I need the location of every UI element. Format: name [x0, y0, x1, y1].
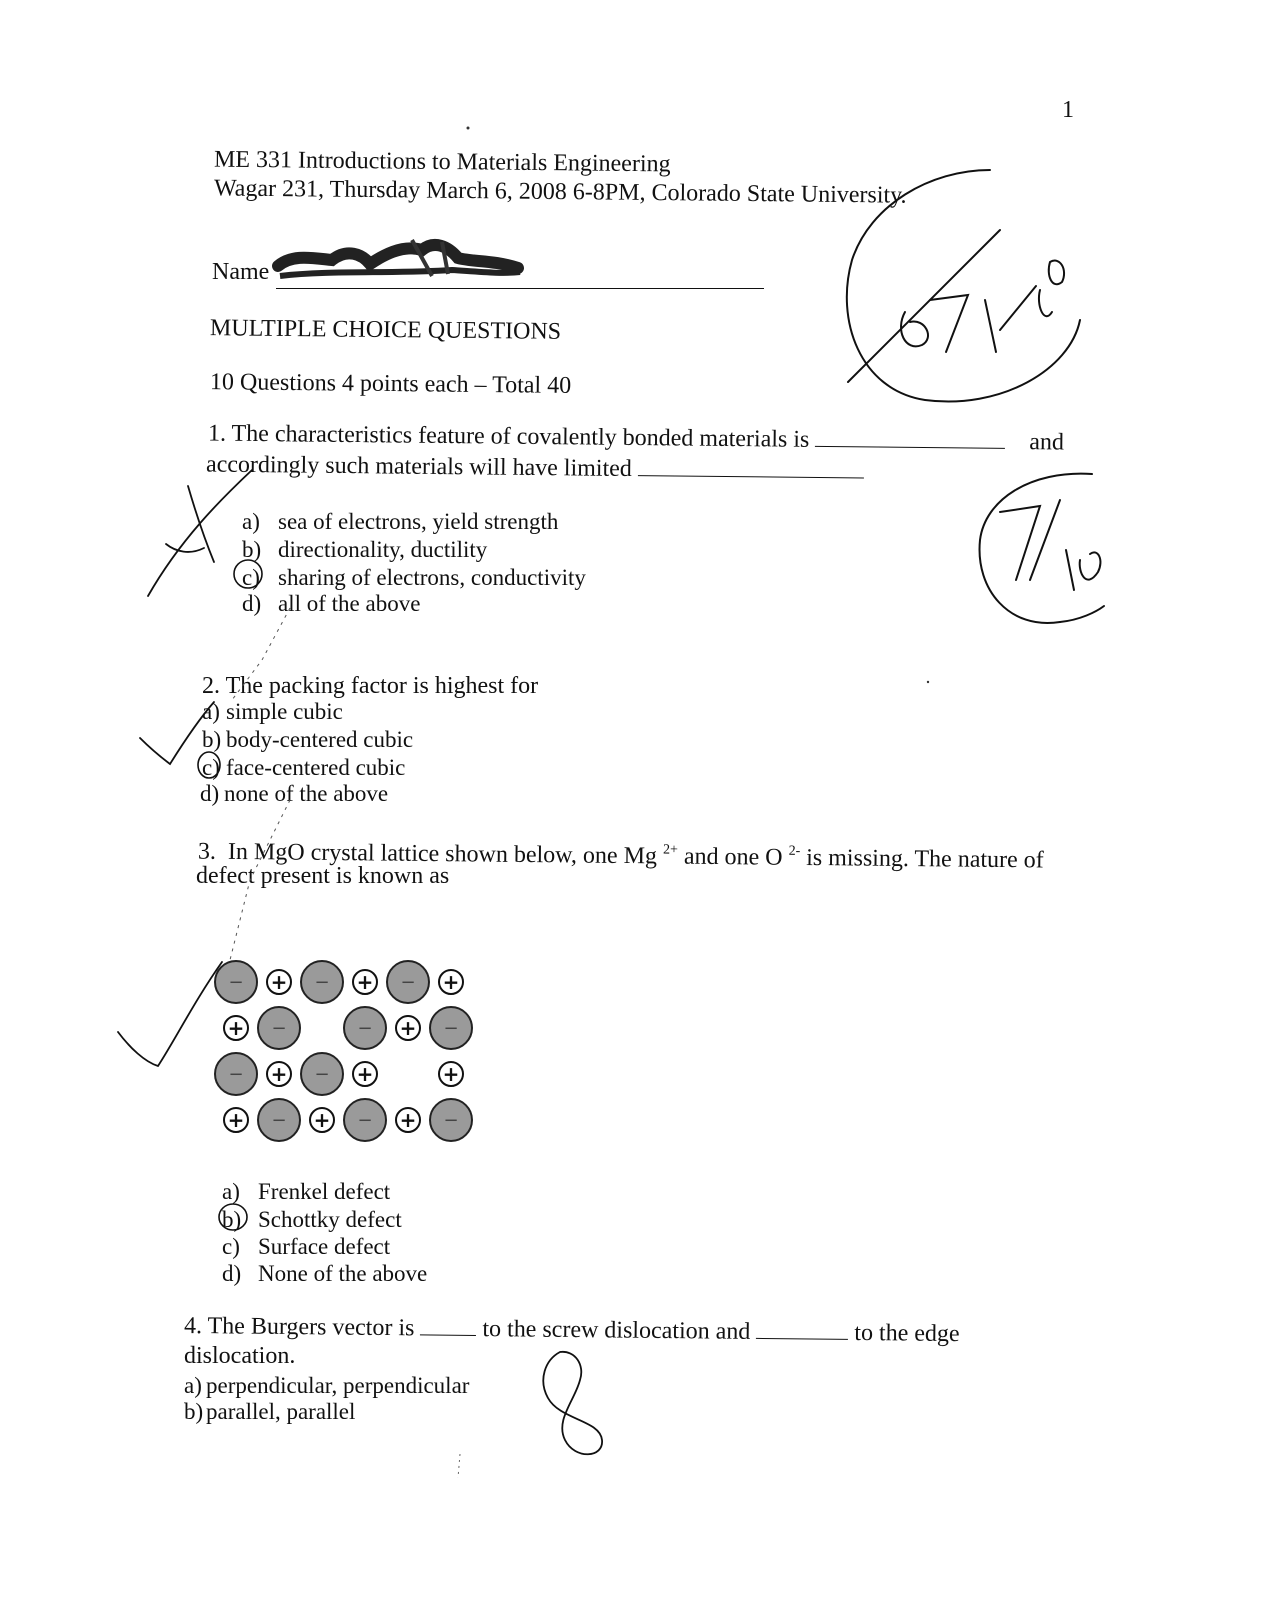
svg-text:−: −: [314, 1064, 330, 1085]
magnesium-cation: [224, 1108, 248, 1132]
name-line: [276, 288, 764, 289]
name-label: Name: [212, 259, 270, 285]
q4-option-b[interactable]: b) parallel, parallel: [184, 1399, 356, 1424]
q1-option-a[interactable]: a) sea of electrons, yield strength: [242, 509, 559, 534]
q1-text-2: accordingly such materials will have limited: [205, 451, 633, 483]
svg-text:+: +: [442, 1062, 460, 1086]
q4-blank-2: [756, 1318, 848, 1340]
oxygen-anion: [301, 961, 343, 1003]
q3-number: 3.: [197, 838, 217, 865]
magnesium-cation: [267, 970, 291, 994]
q3-line2: defect present is known as: [196, 863, 450, 889]
svg-text:−: −: [400, 972, 416, 993]
q4-line2: dislocation.: [184, 1343, 296, 1369]
redacted-name: [272, 236, 532, 286]
q4-text-3: to the edge: [854, 1319, 960, 1348]
magnesium-cation: [396, 1108, 420, 1132]
q4-blank-1: [420, 1314, 476, 1336]
magnesium-cation: [353, 1062, 377, 1086]
q1-and: and: [1029, 429, 1065, 456]
oxygen-anion: [258, 1099, 300, 1141]
q3-mg-charge: 2+: [662, 842, 679, 858]
mgo-lattice-diagram: [206, 952, 476, 1162]
svg-text:+: +: [270, 970, 288, 994]
q3-option-c[interactable]: c) Surface defect: [222, 1234, 391, 1259]
svg-text:−: −: [228, 972, 244, 993]
svg-text:−: −: [314, 972, 330, 993]
course-title: ME 331 Introductions to Materials Engineering: [213, 146, 671, 178]
svg-text:−: −: [443, 1110, 459, 1131]
q3-option-d[interactable]: d) None of the above: [222, 1261, 428, 1286]
page-number: 1: [1062, 97, 1074, 123]
magnesium-cation: [439, 970, 463, 994]
q1-option-b[interactable]: b) directionality, ductility: [242, 537, 488, 562]
q1-wrong-mark: [148, 470, 252, 596]
oxygen-anion: [215, 961, 257, 1003]
svg-text:−: −: [357, 1018, 373, 1039]
q3-text-1: In MgO crystal lattice shown below, one Mg: [227, 838, 658, 870]
magnesium-cation: [439, 1062, 463, 1086]
q1-blank-2: [638, 455, 864, 478]
q3-option-b[interactable]: b) Schottky defect: [222, 1207, 402, 1232]
svg-text:−: −: [271, 1018, 287, 1039]
magnesium-cation: [267, 1062, 291, 1086]
oxygen-anion: [258, 1007, 300, 1049]
magnesium-cation: [310, 1108, 334, 1132]
q2-number: 2.: [202, 673, 220, 699]
svg-text:−: −: [228, 1064, 244, 1085]
svg-text:+: +: [313, 1108, 331, 1132]
oxygen-anion: [215, 1053, 257, 1095]
q4-text-2: to the screw dislocation and: [482, 1316, 751, 1345]
q3-option-a[interactable]: a) Frenkel defect: [222, 1179, 391, 1204]
oxygen-anion: [430, 1007, 472, 1049]
svg-text:+: +: [227, 1016, 245, 1040]
section-title: MULTIPLE CHOICE QUESTIONS: [209, 315, 562, 345]
oxygen-anion: [344, 1099, 386, 1141]
svg-text:−: −: [443, 1018, 459, 1039]
q1-option-d[interactable]: d) all of the above: [242, 591, 421, 616]
svg-text:+: +: [399, 1108, 417, 1132]
magnesium-cation: [396, 1016, 420, 1040]
q4-scribble-mark: [543, 1352, 602, 1454]
q3-text-3: is missing. The nature of: [806, 844, 1044, 874]
svg-text:+: +: [270, 1062, 288, 1086]
exam-info: Wagar 231, Thursday March 6, 2008 6-8PM, Colorado State University.: [213, 175, 907, 209]
svg-text:−: −: [357, 1110, 373, 1131]
q2-option-b[interactable]: b) body-centered cubic: [202, 727, 414, 752]
oxygen-anion: [344, 1007, 386, 1049]
q1-line2: [206, 451, 864, 486]
q1-number: 1.: [207, 420, 227, 447]
oxygen-anion: [301, 1053, 343, 1095]
q1-text: The characteristics feature of covalently bonded materials is: [231, 420, 810, 453]
q2-option-c[interactable]: c) face-centered cubic: [202, 755, 406, 780]
svg-text:+: +: [442, 970, 460, 994]
q4-option-a[interactable]: a) perpendicular, perpendicular: [184, 1373, 470, 1398]
q4-text-1: The Burgers vector is: [207, 1313, 415, 1342]
svg-text:−: −: [271, 1110, 287, 1131]
q2-text: The packing factor is highest for: [225, 673, 539, 699]
q2-option-a[interactable]: a) simple cubic: [202, 699, 343, 724]
page-score-mark: [980, 474, 1104, 623]
oxygen-anion: [387, 961, 429, 1003]
svg-text:+: +: [356, 1062, 374, 1086]
magnesium-cation: [353, 970, 377, 994]
q2-option-d[interactable]: d) none of the above: [200, 781, 389, 806]
svg-text:+: +: [227, 1108, 245, 1132]
q2-line1: [202, 672, 538, 700]
q3-o-charge: 2-: [788, 843, 801, 859]
oxygen-anion: [430, 1099, 472, 1141]
svg-text:+: +: [399, 1016, 417, 1040]
q3-text-2: and one O: [683, 843, 783, 871]
magnesium-cation: [224, 1016, 248, 1040]
q4-line1: [184, 1312, 960, 1348]
q1-option-c[interactable]: c) sharing of electrons, conductivity: [242, 565, 586, 590]
instructions: 10 Questions 4 points each – Total 40: [209, 369, 572, 399]
q4-number: 4.: [183, 1312, 203, 1340]
q1-blank-1: [815, 426, 1005, 449]
svg-text:+: +: [356, 970, 374, 994]
